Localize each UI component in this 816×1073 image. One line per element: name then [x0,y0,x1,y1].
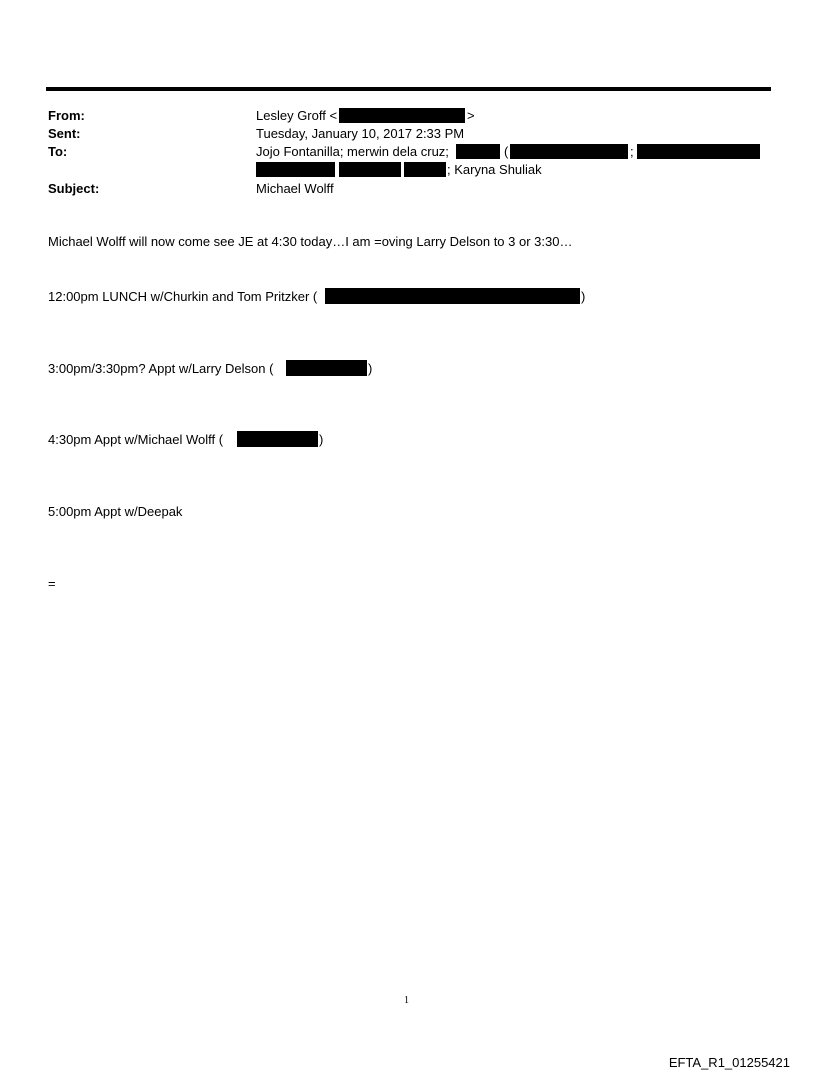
body-intro: Michael Wolff will now come see JE at 4:30 today…I am =oving Larry Delson to 3 or 3:30… [48,234,573,249]
schedule-item-wolff-close: ) [319,432,324,447]
schedule-item-lunch: 12:00pm LUNCH w/Churkin and Tom Pritzker ( [48,289,318,304]
redaction-wolff-detail [237,431,318,447]
schedule-item-delson: 3:00pm/3:30pm? Appt w/Larry Delson ( [48,361,274,376]
subject-label: Subject: [48,181,100,196]
redaction-to-name-2 [637,144,760,159]
redaction-to-name-1 [456,144,500,159]
to-paren-open: ( [504,144,509,159]
header-rule [46,87,771,91]
schedule-item-deepak: 5:00pm Appt w/Deepak [48,504,183,519]
sent-value: Tuesday, January 10, 2017 2:33 PM [256,126,465,141]
schedule-item-lunch-close: ) [581,289,586,304]
redaction-to-email-1 [510,144,628,159]
redaction-to-name-4 [339,162,401,177]
to-label: To: [48,144,68,159]
redaction-to-name-5 [404,162,446,177]
redaction-lunch-location [325,288,580,304]
from-label: From: [48,108,85,123]
to-semicolon: ; [630,144,634,159]
from-close: > [467,108,475,123]
page-number: 1 [404,995,409,1006]
from-value: Lesley Groff < [256,108,338,123]
redaction-from-email [339,108,465,123]
redaction-to-name-3 [256,162,335,177]
to-line2-tail: ; Karyna Shuliak [447,162,542,177]
schedule-item-delson-close: ) [368,361,373,376]
schedule-item-wolff: 4:30pm Appt w/Michael Wolff ( [48,432,224,447]
trailing-char: = [48,576,56,591]
subject-value: Michael Wolff [256,181,334,196]
document-id: EFTA_R1_01255421 [668,1055,790,1070]
redaction-delson-detail [286,360,367,376]
to-value: Jojo Fontanilla; merwin dela cruz; [256,144,449,159]
sent-label: Sent: [48,126,81,141]
